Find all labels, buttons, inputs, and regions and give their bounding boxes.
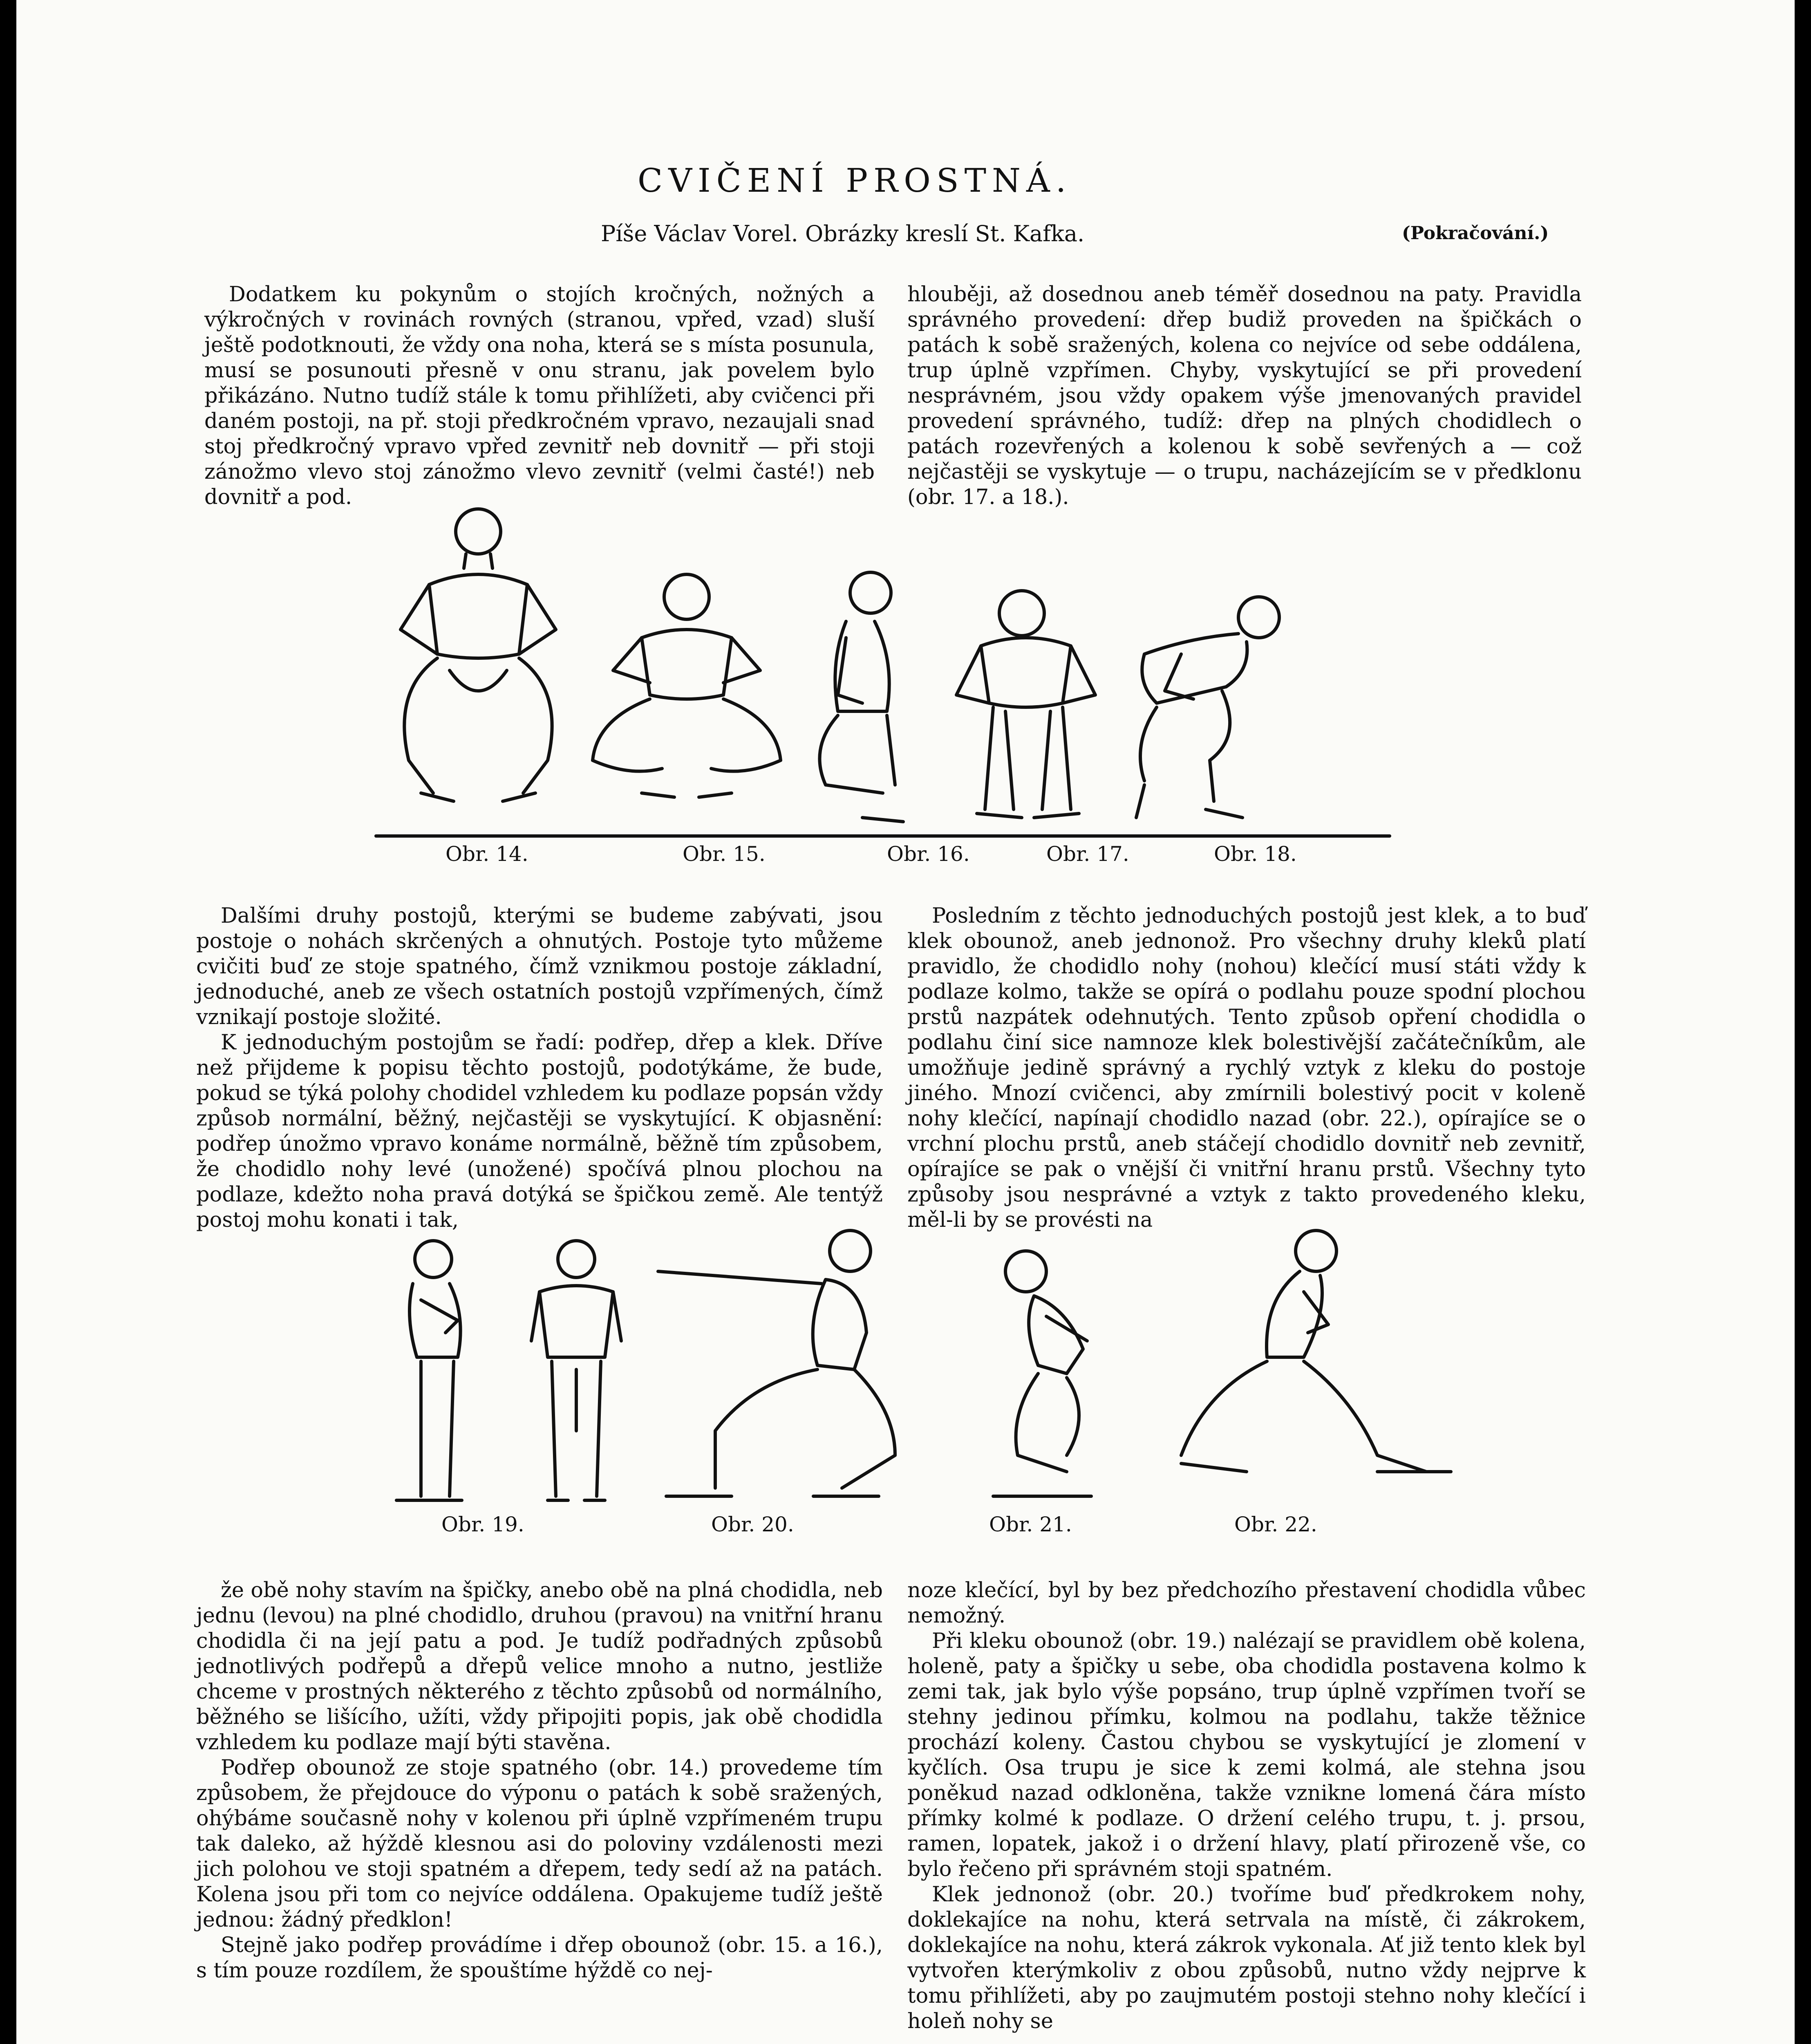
paragraph: Při kleku obounož (obr. 19.) nalézají se pravidlem obě kolena, holeně, paty a špičky u sebe, oba chodidla postavena kolmo k zemi tak, jak bylo výše popsáno, trup úplně vzpřímen tvoří se stehny jedinou přímku, kolmou na podlahu, takže těžnice prochází koleny. Častou chybou se vyskytující je zlomení v kyčlích. Osa trupu je sice k zemi kolmá, ale stehna jsou poněkud nazad odkloněna, takže vznikne lomená čára místo přímky kolmé k podlaze. O držení celého trupu, t. j. prsou, ramen, lopatek, jakož i o držení hlavy, platí přirozeně vše, co bylo řečeno při správném stoji spatném. (907, 1629, 1586, 1881)
figure-obr21-illustration (985, 1243, 1189, 1537)
figure-obr15-illustration (580, 548, 793, 883)
page (16, 0, 1795, 2044)
caption-obr15: Obr. 15. (683, 842, 766, 866)
byline: Píše Václav Vorel. Obrázky kreslí St. Kafka. (601, 221, 1085, 247)
figure-row-2 (364, 1226, 1467, 1537)
figure-obr22-illustration (1165, 1226, 1459, 1521)
figure-obr14-illustration (384, 499, 572, 834)
section1-right-column (907, 282, 1582, 510)
caption-obr17: Obr. 17. (1046, 842, 1129, 866)
paragraph: Podřep obounož ze stoje spatného (obr. 14.) provedeme tím způsobem, že přejdouce do výponu o patách k sobě sražených, ohýbáme současně nohy v kolenou při úplně vzpřímeném trupu tak daleko, až hýždě klesnou asi do poloviny vzdálenosti mezi jich polohou ve stoji spatném a dřepem, tedy sedí až na patách. Kolena jsou při tom co nejvíce oddálena. Opakujeme tudíž ještě jednou: žádný předklon! (196, 1756, 883, 1932)
continued-note: (Pokračování.) (1402, 223, 1549, 244)
caption-obr19: Obr. 19. (441, 1513, 524, 1536)
page-title: CVIČENÍ PROSTNÁ. (638, 161, 1072, 199)
paragraph: že obě nohy stavím na špičky, anebo obě na plná chodidla, neb jednu (levou) na plné chodidlo, druhou (pravou) na vnitřní hranu chodidla či na její patu a pod. Je tudíž podřadných způsobů jednotlivých podřepů a dřepů velice mnoho a nutno, jestliže chceme v prostných některého z těchto způsobů od normálního, běžného se lišícího, užíti, vždy připojiti popis, jak obě chodidla vzhledem ku podlaze mají býti stavěna. (196, 1578, 883, 1755)
paragraph: Stejně jako podřep provádíme i dřep obounož (obr. 15. a 16.), s tím pouze rozdílem, že spouštíme hýždě co nej- (196, 1933, 883, 1983)
section2-right-column (907, 903, 1586, 1233)
section3-left-column (196, 1578, 883, 1983)
figure-obr20a-illustration (515, 1235, 638, 1529)
caption-obr18: Obr. 18. (1214, 842, 1297, 866)
paragraph: Dalšími druhy postojů, kterými se budeme zabývati, jsou postoje o nohách skrčených a ohnutých. Postoje tyto můžeme cvičiti buď ze stoje spatného, čímž vznikmou postoje základní, jednoduché, aneb ze všech ostatních postojů vzpřímených, čímž vznikají postoje složité. (196, 904, 883, 1029)
caption-obr22: Obr. 22. (1234, 1513, 1317, 1536)
paragraph: hlouběji, až dosednou aneb téměř dosednou na paty. Pravidla správného provedení: dřep budiž proveden na špičkách o patách k sobě sražených, kolena co nejvíce od sebe oddálena, trup úplně vzpřímen. Chyby, vyskytující se při provedení nesprávném, jsou vždy opakem výše jmenovaných pravidel provedení správného, tudíž: dřep na plných chodidlech o patách rozevřených a kolenou k sobě sevřených a — což nejčastěji se vyskytuje — o trupu, nacházejícím se v předklonu (obr. 17. a 18.). (907, 282, 1582, 509)
figure-obr16-illustration (801, 556, 936, 891)
caption-obr21: Obr. 21. (989, 1513, 1072, 1536)
caption-obr14: Obr. 14. (445, 842, 528, 866)
figure-obr19-illustration (380, 1235, 503, 1529)
paragraph: Klek jednonož (obr. 20.) tvoříme buď předkrokem nohy, doklekajíce na nohu, která setrvala na místě, či zákrokem, doklekajíce na nohu, která zákrok vykonala. Ať již tento klek byl vytvořen kterýmkoliv z obou způsobů, nutno vždy nejprve k tomu přihlížeti, aby po zaujmutém postoji stehno nohy klečící i holeň nohy se (907, 1883, 1586, 2033)
paragraph: noze klečící, byl by bez předchozího přestavení chodidla vůbec nemožný. (907, 1578, 1586, 1628)
figure-obr20b-illustration (650, 1226, 944, 1521)
section1-left-column (204, 282, 875, 510)
caption-obr20: Obr. 20. (711, 1513, 794, 1536)
figure-obr18-illustration (1120, 589, 1312, 924)
caption-obr16: Obr. 16. (887, 842, 970, 866)
figure-row-1-baseline (376, 836, 1390, 840)
section3-right-column (907, 1578, 1586, 2034)
paragraph: Posledním z těchto jednoduchých postojů jest klek, a to buď klek obounož, aneb jednonož. Pro všechny druhy kleků platí pravidlo, že chodidlo nohy (nohou) klečící musí státi vždy k podlaze kolmo, takže se opírá o podlahu pouze spodní plochou prstů nazpátek odehnutých. Tento způsob opření chodidla o podlahu činí sice namnoze klek bolestivější začátečníkům, ale umožňuje jedině správný a rychlý vztyk z kleku do postoje jiného. Mnozí cvičenci, aby zmírnili bolestivý pocit v koleně nohy klečící, napínají chodidlo nazad (obr. 22.), opírajíce se o vrchní plochu prstů, aneb stáčejí chodidlo dovnitř neb zevnitř, opírajíce se pak o vnější či vnitřní hranu prstů. Všechny tyto způsoby jsou nesprávné a vztyk z takto provedeného kleku, měl-li by se provésti na (907, 904, 1586, 1232)
section2-left-column (196, 903, 883, 1233)
figure-row-1 (384, 499, 1386, 858)
paragraph: Dodatkem ku pokynům o stojích kročných, nožných a výkročných v rovinách rovných (stranou, vpřed, vzad) sluší ještě podotknouti, že vždy ona noha, která se s místa posunula, musí se posunouti přesně v onu stranu, jak povelem bylo přikázáno. Nutno tudíž stále k tomu přihlížeti, aby cvičenci při daném postoji, na př. stoji předkročném vpravo, nezaujali snad stoj předkročný vpravo vpřed zevnitř neb dovnitř — při stoji zánožmo vlevo stoj zánožmo vlevo zevnitř (velmi časté!) neb dovnitř a pod. (204, 282, 875, 509)
paragraph: K jednoduchým postojům se řadí: podřep, dřep a klek. Dříve než přijdeme k popisu těchto postojů, podotýkáme, že bude, pokud se týká polohy chodidel vzhledem ku podlaze popsán vždy způsob normální, běžný, nejčastěji se vyskytující. K objasnění: podřep únožmo vpravo konáme normálně, běžně tím způsobem, že chodidlo nohy levé (unožené) spočívá plnou plochou na podlaze, kdežto noha pravá dotýká se špičkou země. Ale tentýž postoj mohu konati i tak, (196, 1031, 883, 1232)
